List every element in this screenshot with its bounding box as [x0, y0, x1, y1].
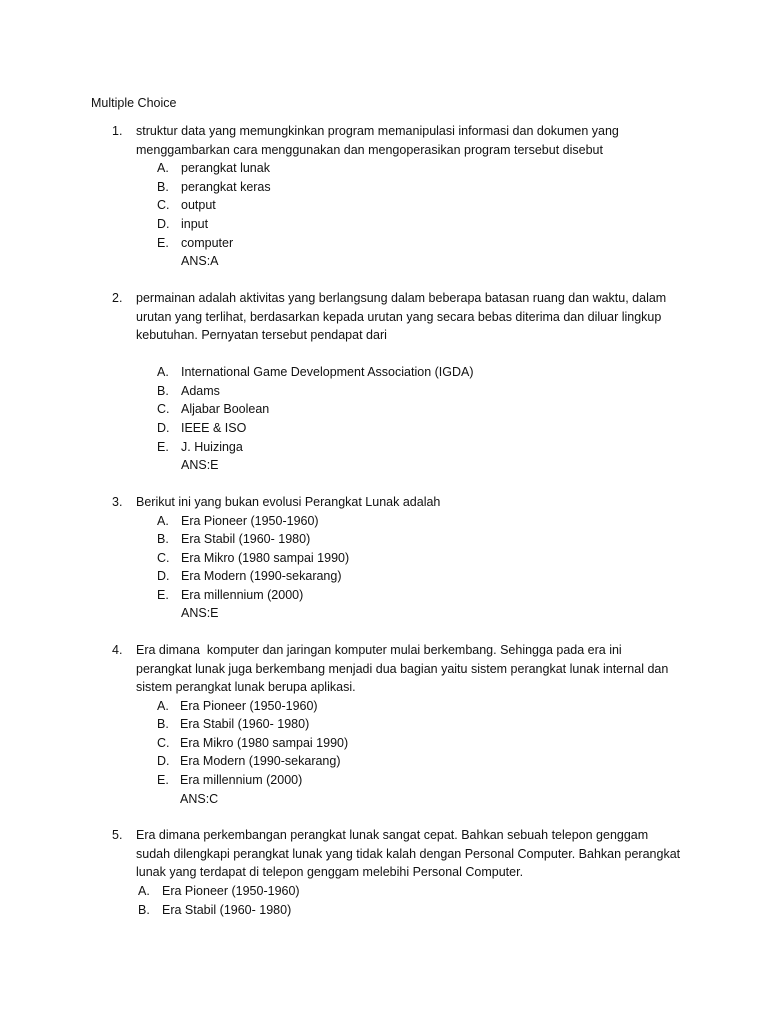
option-text: Aljabar Boolean — [181, 402, 270, 416]
option-letter: D. — [157, 217, 170, 231]
option-letter: D. — [157, 754, 170, 768]
question-text-line: Era dimana komputer dan jaringan komputer mulai berkembang. Sehingga pada era ini — [136, 643, 622, 657]
option-text: computer — [181, 236, 234, 250]
question-text-line: sudah dilengkapi perangkat lunak yang tidak kalah dengan Personal Computer. Bahkan perangkat — [136, 847, 681, 861]
answer-key: ANS:A — [181, 254, 219, 268]
option-letter: E. — [157, 236, 169, 250]
option-letter: C. — [157, 402, 170, 416]
option-letter: E. — [157, 588, 169, 602]
option-text: Era Pioneer (1950-1960) — [162, 884, 300, 898]
option-text: IEEE & ISO — [181, 421, 247, 435]
option-letter: B. — [157, 532, 169, 546]
answer-key: ANS:C — [180, 792, 219, 806]
option-text: input — [181, 217, 209, 231]
option-text: perangkat keras — [181, 180, 271, 194]
option-text: Era Stabil (1960- 1980) — [162, 903, 292, 917]
answer-key: ANS:E — [181, 458, 219, 472]
question-number: 2. — [112, 291, 123, 305]
option-text: Era millennium (2000) — [180, 773, 303, 787]
option-letter: A. — [157, 365, 169, 379]
option-letter: B. — [157, 180, 169, 194]
option-letter: C. — [157, 198, 170, 212]
option-letter: B. — [157, 717, 169, 731]
option-text: Era Mikro (1980 sampai 1990) — [181, 551, 350, 565]
question-number: 5. — [112, 828, 123, 842]
question-text-line: urutan yang terlihat, berdasarkan kepada urutan yang secara bebas diterima dan diluar lingkup — [136, 310, 662, 324]
question-text-line: sistem perangkat lunak berupa aplikasi. — [136, 680, 356, 694]
option-text: Era Mikro (1980 sampai 1990) — [180, 736, 349, 750]
answer-key: ANS:E — [181, 606, 219, 620]
question-number: 3. — [112, 495, 123, 509]
option-text: International Game Development Association (IGDA) — [181, 365, 474, 379]
option-letter: E. — [157, 773, 169, 787]
option-text: Era Modern (1990-sekarang) — [181, 569, 342, 583]
option-text: Era Pioneer (1950-1960) — [181, 514, 319, 528]
option-letter: A. — [157, 514, 169, 528]
question-text-line: perangkat lunak juga berkembang menjadi dua bagian yaitu sistem perangkat lunak internal dan — [136, 662, 669, 676]
option-letter: E. — [157, 440, 169, 454]
option-letter: A. — [157, 699, 169, 713]
option-letter: C. — [157, 736, 170, 750]
option-letter: B. — [138, 903, 150, 917]
option-text: Era Pioneer (1950-1960) — [180, 699, 318, 713]
question-number: 4. — [112, 643, 123, 657]
question-text-line: kebutuhan. Pernyatan tersebut pendapat dari — [136, 328, 387, 342]
question-text-line: Berikut ini yang bukan evolusi Perangkat Lunak adalah — [136, 495, 441, 509]
option-text: Era Stabil (1960- 1980) — [181, 532, 311, 546]
question-text-line: lunak yang terdapat di telepon genggam melebihi Personal Computer. — [136, 865, 524, 879]
option-text: Era Modern (1990-sekarang) — [180, 754, 341, 768]
question-text-line: menggambarkan cara menggunakan dan mengoperasikan program tersebut disebut — [136, 143, 603, 157]
question-text-line: struktur data yang memungkinkan program memanipulasi informasi dan dokumen yang — [136, 124, 619, 138]
option-letter: B. — [157, 384, 169, 398]
option-letter: D. — [157, 569, 170, 583]
question-number: 1. — [112, 124, 123, 138]
question-text-line: permainan adalah aktivitas yang berlangsung dalam beberapa batasan ruang dan waktu, dalam — [136, 291, 667, 305]
option-text: Adams — [181, 384, 220, 398]
option-text: Era Stabil (1960- 1980) — [180, 717, 310, 731]
option-letter: C. — [157, 551, 170, 565]
option-text: Era millennium (2000) — [181, 588, 304, 602]
option-text: perangkat lunak — [181, 161, 270, 175]
question-text-line: Era dimana perkembangan perangkat lunak sangat cepat. Bahkan sebuah telepon genggam — [136, 828, 649, 842]
option-text: J. Huizinga — [181, 440, 243, 454]
option-letter: A. — [157, 161, 169, 175]
option-letter: D. — [157, 421, 170, 435]
option-text: output — [181, 198, 216, 212]
option-letter: A. — [138, 884, 150, 898]
section-heading: Multiple Choice — [91, 96, 177, 110]
